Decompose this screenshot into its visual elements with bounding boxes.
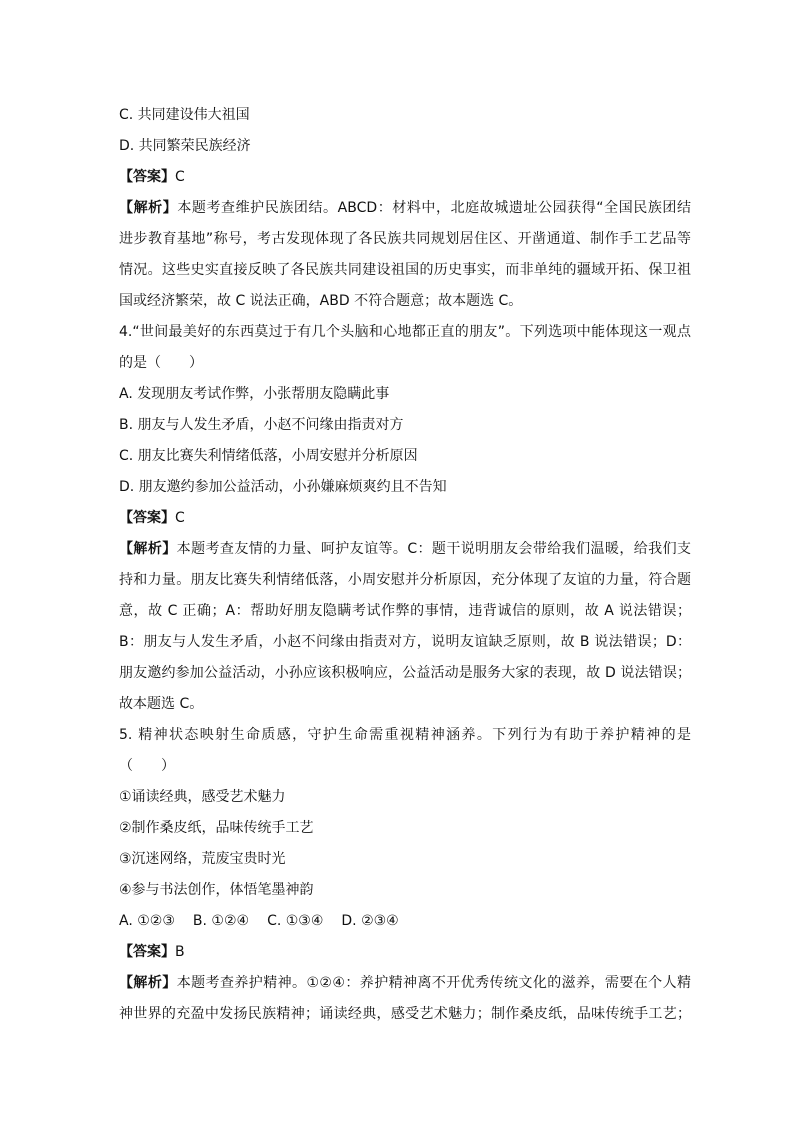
answer-label: 【答案】 (119, 169, 175, 185)
q5-choices (119, 906, 691, 937)
analysis-label: 【解析】 (119, 541, 177, 557)
q4-analysis (119, 534, 691, 720)
analysis-text: 本题考查友情的力量、呵护友谊等。C：题干说明朋友会带给我们温暖，给我们支 (176, 541, 691, 557)
answer-label: 【答案】 (119, 510, 175, 526)
analysis-text: 持和力量。朋友比赛失利情绪低落，小周安慰并分析原因，充分体现了友谊的力量，符合题 (119, 572, 691, 588)
q4-option-a: A. 发现朋友考试作弊，小张帮朋友隐瞒此事 (119, 386, 390, 402)
answer-label: 【答案】 (119, 944, 175, 960)
analysis-label: 【解析】 (119, 975, 177, 991)
q4-option-d: D. 朋友邀约参加公益活动，小孙嫌麻烦爽约且不告知 (119, 479, 447, 495)
document-content (119, 100, 691, 1030)
q4-option-c: C. 朋友比赛失利情绪低落，小周安慰并分析原因 (119, 448, 418, 464)
question-text: 4.“世间最美好的东西莫过于有几个头脑和心地都正直的朋友”。下列选项中能体现这一观点 (119, 324, 691, 340)
analysis-text: 本题考查维护民族团结。ABCD：材料中，北庭故城遗址公园获得“全国民族团结 (177, 200, 691, 216)
q5-item-3: ③沉迷网络，荒废宝贵时光 (119, 851, 286, 867)
analysis-text: 故本题选 C。 (119, 696, 204, 712)
q5-analysis (119, 968, 691, 1030)
q4-answer (119, 503, 691, 534)
q5-choice-a: A. ①②③ (119, 913, 175, 929)
analysis-text: 情况。这些史实直接反映了各民族共同建设祖国的历史事实，而非单纯的疆域开拓、保卫祖 (119, 262, 691, 278)
question-text: （ ） (119, 758, 175, 774)
analysis-text: 意，故 C 正确；A：帮助好朋友隐瞒考试作弊的事情，违背诚信的原则，故 A 说法错误； (119, 603, 691, 619)
q4-option-b: B. 朋友与人发生矛盾，小赵不问缘由指责对方 (119, 417, 404, 433)
answer-value: C (175, 510, 185, 526)
analysis-text: B：朋友与人发生矛盾，小赵不问缘由指责对方，说明友谊缺乏原则，故 B 说法错误；D： (119, 634, 691, 650)
q5-stem (119, 720, 691, 782)
analysis-text: 神世界的充盈中发扬民族精神；诵读经典，感受艺术魅力；制作桑皮纸，品味传统手工艺； (119, 1006, 691, 1022)
q5-choice-b: B. ①②④ (192, 913, 250, 929)
analysis-text: 国或经济繁荣，故 C 说法正确，ABD 不符合题意；故本题选 C。 (119, 293, 523, 309)
q3-option-d: D. 共同繁荣民族经济 (119, 138, 251, 154)
q5-answer (119, 937, 691, 968)
q3-analysis (119, 193, 691, 317)
analysis-label: 【解析】 (119, 200, 178, 216)
q3-option-c: C. 共同建设伟大祖国 (119, 107, 250, 123)
answer-value: C (175, 169, 185, 185)
analysis-text: 朋友邀约参加公益活动，小孙应该积极响应，公益活动是服务大家的表现，故 D 说法错误； (119, 665, 691, 681)
q5-choice-d: D. ②③④ (341, 913, 399, 929)
q5-item-4: ④参与书法创作，体悟笔墨神韵 (119, 882, 314, 898)
analysis-text: 本题考查养护精神。①②④：养护精神离不开优秀传统文化的滋养，需要在个人精 (176, 975, 691, 991)
q3-answer (119, 162, 691, 193)
q5-item-1: ①诵读经典，感受艺术魅力 (119, 789, 286, 805)
q5-choice-c: C. ①③④ (267, 913, 324, 929)
question-text: 5. 精神状态映射生命质感，守护生命需重视精神涵养。下列行为有助于养护精神的是 (119, 727, 691, 743)
question-text: 的是（ ） (119, 355, 203, 371)
answer-value: B (175, 944, 185, 960)
q4-stem (119, 317, 691, 379)
q5-item-2: ②制作桑皮纸，品味传统手工艺 (119, 820, 314, 836)
analysis-text: 进步教育基地”称号，考古发现体现了各民族共同规划居住区、开凿通道、制作手工艺品等 (119, 231, 691, 247)
